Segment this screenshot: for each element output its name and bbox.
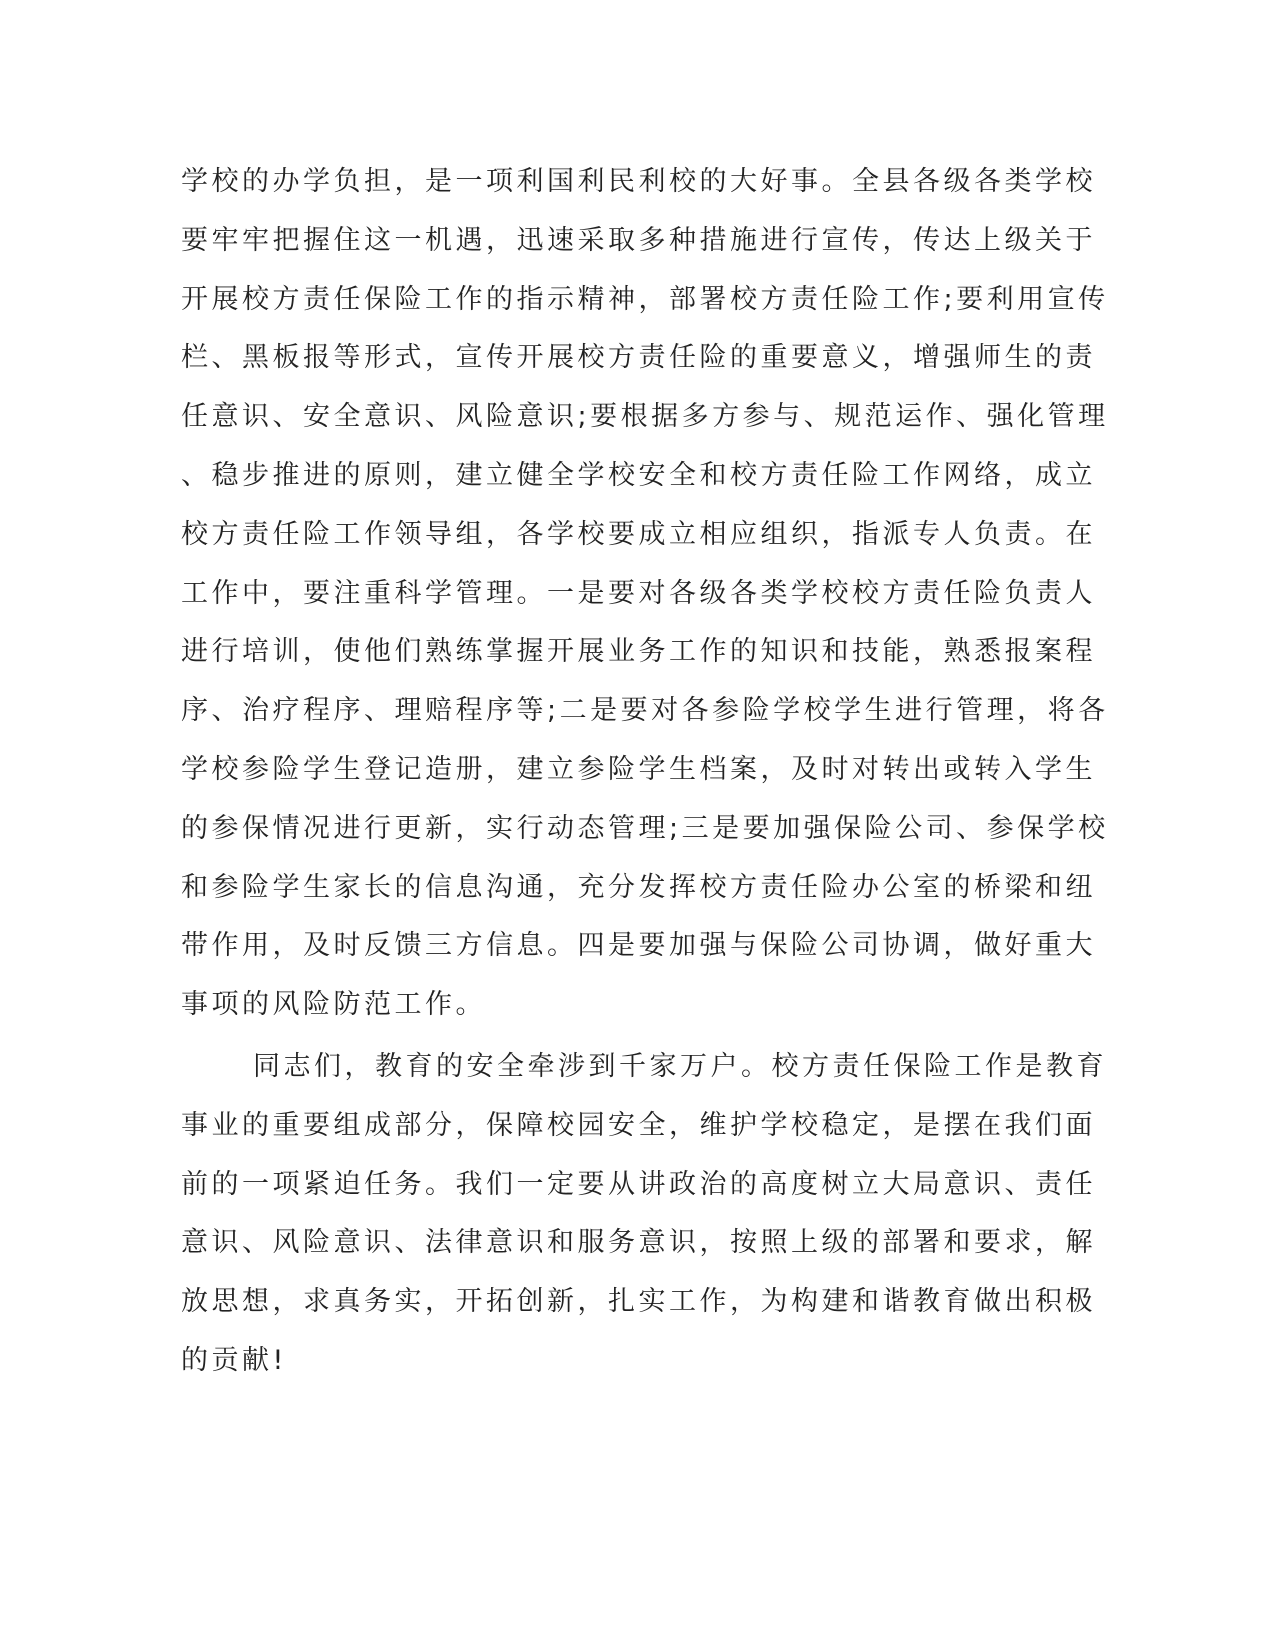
paragraph-2: [181, 1038, 1107, 1391]
paragraph-line: 进行培训，使他们熟练掌握开展业务工作的知识和技能，熟悉报案程: [181, 636, 1096, 668]
paragraph-line: 序、治疗程序、理赔程序等;二是要对各参险学校学生进行管理，将各: [181, 695, 1109, 727]
document-body: [181, 153, 1109, 1391]
paragraph-1: [181, 153, 1109, 1035]
paragraph-line: 和参险学生家长的信息沟通，充分发挥校方责任险办公室的桥梁和纽: [181, 871, 1096, 903]
paragraph-line: 要牢牢把握住这一机遇，迅速采取多种措施进行宣传，传达上级关于: [181, 224, 1096, 256]
paragraph-line: 同志们，教育的安全牵涉到千家万户。校方责任保险工作是教育: [253, 1050, 1107, 1082]
paragraph-line: 放思想，求真务实，开拓创新，扎实工作，为构建和谐教育做出积极: [181, 1286, 1096, 1318]
paragraph-line: 的参保情况进行更新，实行动态管理;三是要加强保险公司、参保学校: [181, 812, 1109, 844]
paragraph-line: 学校的办学负担，是一项利国利民利校的大好事。全县各级各类学校: [181, 166, 1096, 197]
paragraph-line: 栏、黑板报等形式，宣传开展校方责任险的重要意义，增强师生的责: [181, 342, 1096, 374]
paragraph-line: 开展校方责任保险工作的指示精神，部署校方责任险工作;要利用宣传: [181, 283, 1109, 315]
paragraph-line: 校方责任险工作领导组，各学校要成立相应组织，指派专人负责。在: [181, 518, 1096, 550]
paragraph-line: 事业的重要组成部分，保障校园安全，维护学校稳定，是摆在我们面: [181, 1109, 1096, 1141]
paragraph-line: 工作中，要注重科学管理。一是要对各级各类学校校方责任险负责人: [181, 577, 1096, 609]
paragraph-line: 意识、风险意识、法律意识和服务意识，按照上级的部署和要求，解: [181, 1227, 1096, 1259]
paragraph-line: 前的一项紧迫任务。我们一定要从讲政治的高度树立大局意识、责任: [181, 1168, 1096, 1200]
paragraph-line: 任意识、安全意识、风险意识;要根据多方参与、规范运作、强化管理: [181, 401, 1109, 433]
paragraph-line: 的贡献!: [181, 1344, 287, 1376]
paragraph-line: 、稳步推进的原则，建立健全学校安全和校方责任险工作网络，成立: [181, 459, 1096, 491]
paragraph-line: 带作用，及时反馈三方信息。四是要加强与保险公司协调，做好重大: [181, 930, 1096, 962]
paragraph-line: 事项的风险防范工作。: [181, 989, 486, 1021]
paragraph-line: 学校参险学生登记造册，建立参险学生档案，及时对转出或转入学生: [181, 753, 1096, 785]
